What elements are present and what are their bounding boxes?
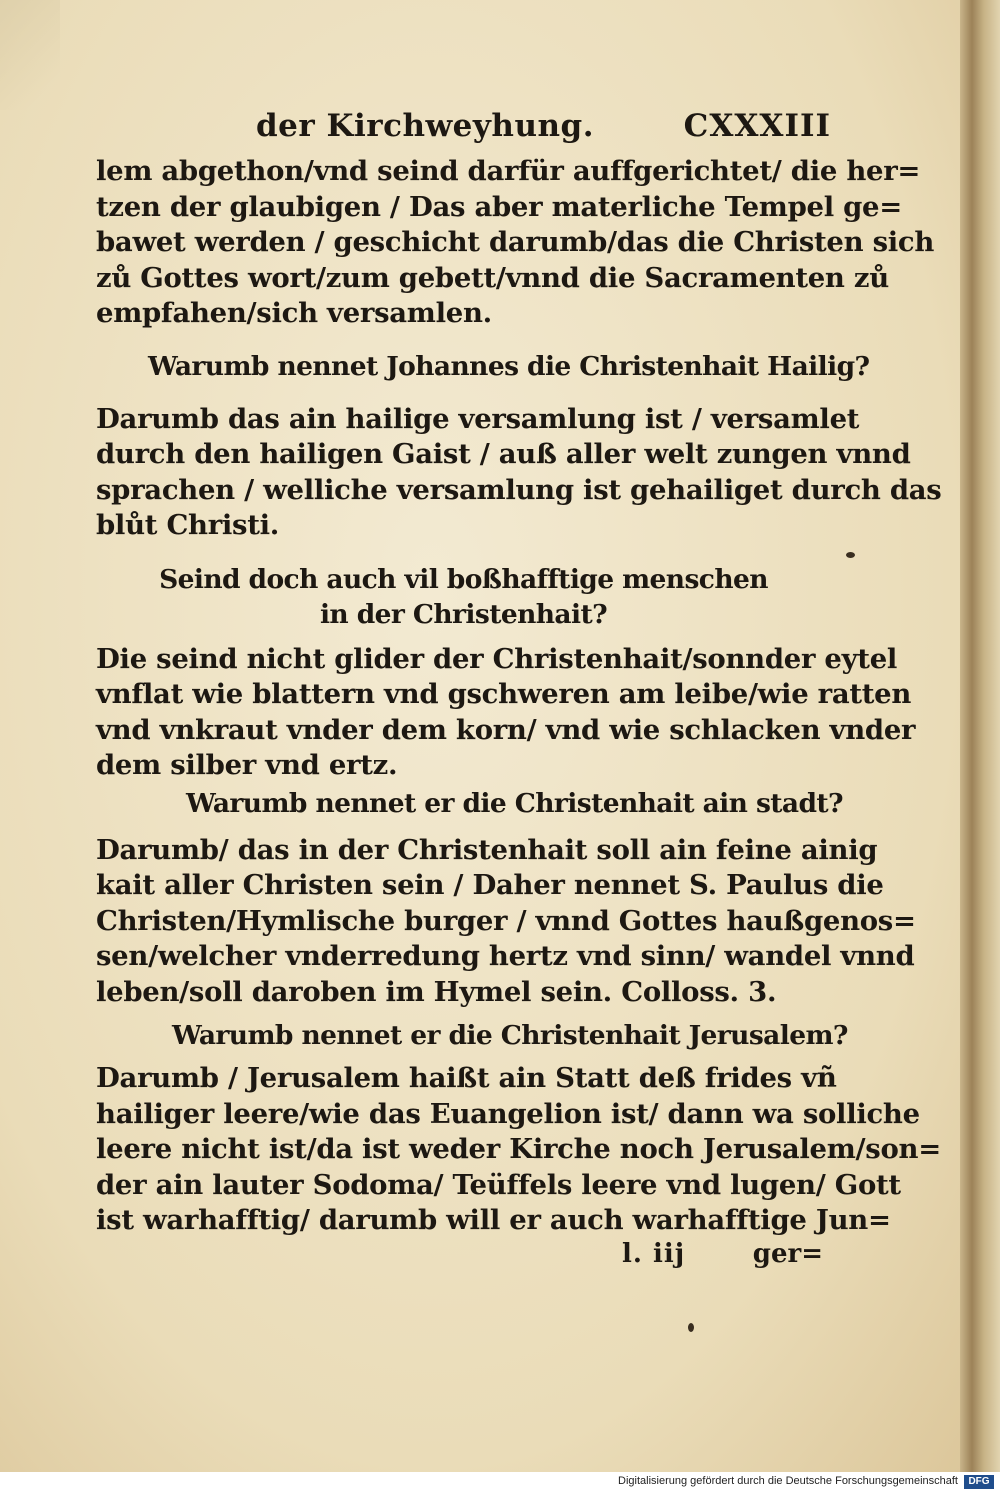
question-heading [96,1018,848,1053]
question-line: Warumb nennet er die Christenhait ain stadt? [186,787,843,819]
text-block [96,108,942,1275]
text-line: sen/welcher vnderredung hertz vnd sinn/ wandel vnnd [96,940,915,972]
text-line: Christen/Hymlische burger / vnnd Gottes haußgenos= [96,904,916,937]
text-line: tzen der glaubigen / Das aber materliche Tempel ge= [96,190,902,223]
text-line: Darumb das ain hailige versamlung ist / versamlet [96,402,860,435]
ink-speck [846,552,855,558]
text-line: leere nicht ist/da ist weder Kirche noch Jerusalem/son= [96,1133,941,1165]
text-line: ist warhafftig/ darumb will er auch warhafftige Jun= [96,1204,891,1236]
folio-number: CXXXIII [683,108,831,144]
question-line: Warumb nennet Johannes die Christenhait Hailig? [148,350,870,382]
question-heading [96,786,843,821]
answer-paragraph [96,402,942,544]
text-line: vnflat wie blattern vnd gschweren am leibe/wie ratten [96,678,912,710]
answer-paragraph [96,642,916,784]
text-line: kait aller Christen sein / Daher nennet S. Paulus die [96,869,884,901]
answer-paragraph [96,833,916,1011]
text-line: Darumb/ das in der Christenhait soll ain feine ainig [96,833,878,866]
text-line: der ain lauter Sodoma/ Teüffels leere vnd lugen/ Gott [96,1168,901,1201]
text-line: empfahen/sich versamlen. [96,297,492,329]
question-line: Warumb nennet er die Christenhait Jerusalem? [172,1020,848,1051]
question-heading [96,562,831,632]
text-line: hailiger leere/wie das Euangelion ist/ dann wa solliche [96,1097,920,1130]
text-line: vnd vnkraut vnder dem korn/ vnd wie schlacken vnder [96,713,916,746]
digitization-footer [0,1472,1000,1492]
signature-mark: l. iij [622,1238,686,1269]
text-line: zů Gottes wort/zum gebett/vnnd die Sacramenten zů [96,261,889,294]
page-edge [960,0,1000,1472]
answer-paragraph [96,154,935,332]
text-line: Die seind nicht glider der Christenhait/sonnder eytel [96,642,898,675]
text-line: leben/soll daroben im Hymel sein. Colloss. 3. [96,975,777,1008]
text-line: sprachen / welliche versamlung ist gehailiget durch das [96,473,942,506]
text-line: blůt Christi. [96,509,280,541]
catchword: ger= [752,1238,823,1269]
catchline [96,1239,831,1275]
text-line: dem silber vnd ertz. [96,749,398,781]
dfg-logo: DFG [964,1475,994,1489]
funding-credit: Digitalisierung gefördert durch die Deutsche Forschungsgemeinschaft [618,1475,958,1487]
text-line: bawet werden / geschicht darumb/das die Christen sich [96,226,935,258]
question-line: Seind doch auch vil boßhafftige menschen [159,563,768,595]
text-line: durch den hailigen Gaist / auß aller welt zungen vnnd [96,438,911,470]
corner-stain [0,0,60,110]
answer-paragraph [96,1061,941,1239]
question-heading [96,349,870,384]
running-head-title: der Kirchweyhung. [256,108,594,144]
text-line: Darumb / Jerusalem haißt ain Statt deß frides vñ [96,1062,837,1094]
question-line: in der Christenhait? [319,598,608,630]
running-head [96,108,831,152]
ink-speck [688,1323,694,1332]
text-line: lem abgethon/vnd seind darfür auffgerichtet/ die her= [96,155,921,187]
